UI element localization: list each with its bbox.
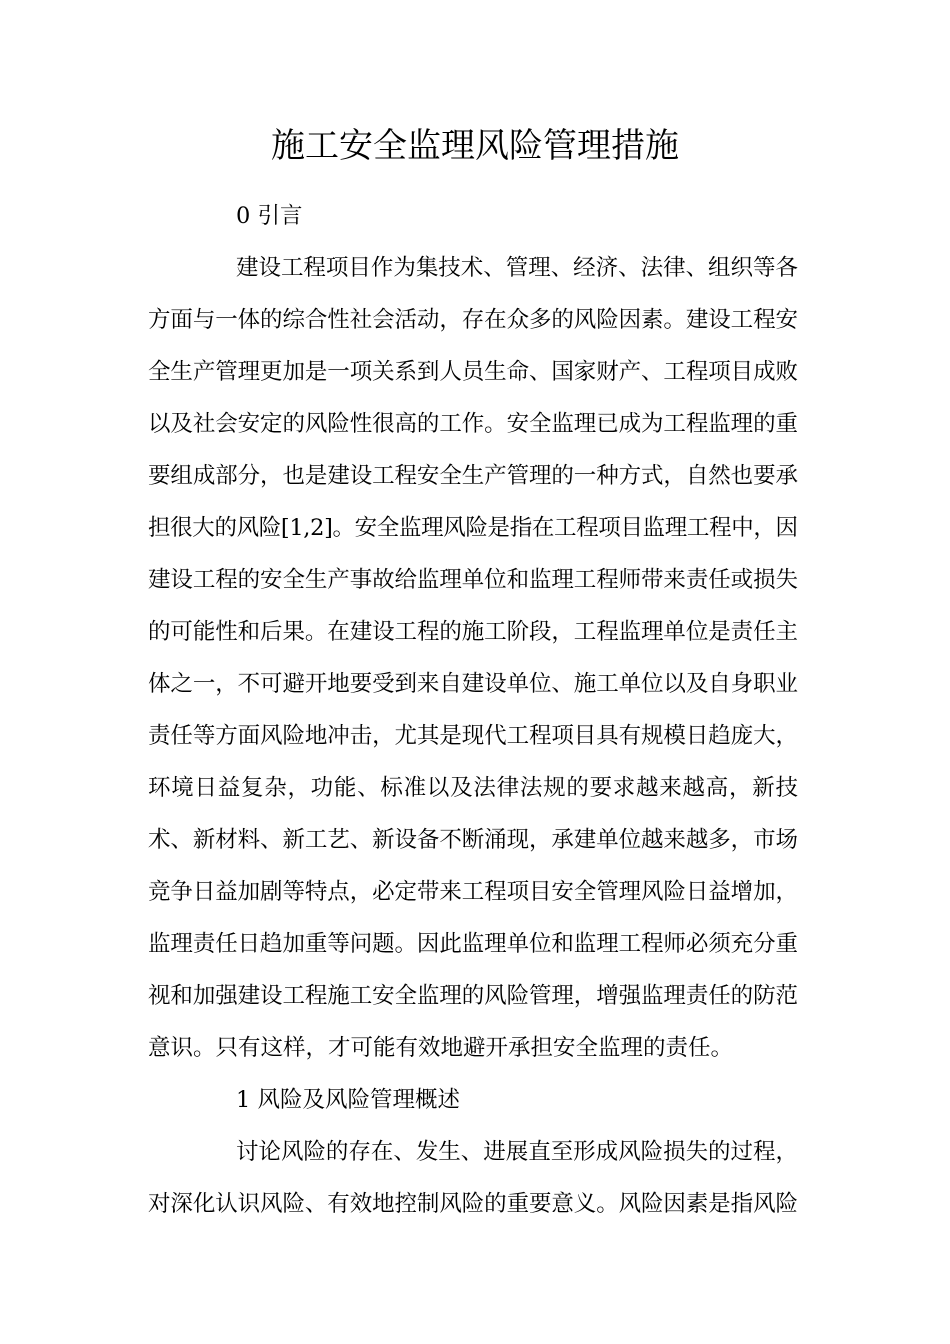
section-heading-introduction: 0 引言 [236,203,303,229]
paragraph-line: 监理责任日趋加重等问题。因此监理单位和监理工程师必须充分重 [148,931,798,957]
paragraph-line: 术、新材料、新工艺、新设备不断涌现，承建单位越来越多，市场 [148,827,798,853]
paragraph-line: 要组成部分，也是建设工程安全生产管理的一种方式，自然也要承 [148,463,798,489]
paragraph-line: 体之一，不可避开地要受到来自建设单位、施工单位以及自身职业 [148,671,798,697]
paragraph-line: 责任等方面风险地冲击，尤其是现代工程项目具有规模日趋庞大， [148,723,798,749]
paragraph-line: 环境日益复杂，功能、标准以及法律法规的要求越来越高，新技 [148,775,799,801]
paragraph-line: 对深化认识风险、有效地控制风险的重要意义。风险因素是指风险 [148,1191,798,1217]
paragraph-line: 建设工程的安全生产事故给监理单位和监理工程师带来责任或损失 [148,567,798,593]
paragraph-line: 视和加强建设工程施工安全监理的风险管理，增强监理责任的防范 [148,983,798,1009]
paragraph-line: 方面与一体的综合性社会活动，存在众多的风险因素。建设工程安 [148,307,798,333]
paragraph-line: 竞争日益加剧等特点，必定带来工程项目安全管理风险日益增加， [148,879,798,905]
paragraph-line: 建设工程项目作为集技术、管理、经济、法律、组织等各 [236,255,798,281]
paragraph-line: 担很大的风险[1,2]。安全监理风险是指在工程项目监理工程中，因 [148,515,798,541]
paragraph-line: 意识。只有这样，才可能有效地避开承担安全监理的责任。 [148,1035,734,1061]
paragraph-line: 的可能性和后果。在建设工程的施工阶段，工程监理单位是责任主 [148,619,798,645]
section-heading-risk-overview: 1 风险及风险管理概述 [236,1087,460,1113]
paragraph-line: 以及社会安定的风险性很高的工作。安全监理已成为工程监理的重 [148,411,798,437]
document-title: 施工安全监理风险管理措施 [271,126,679,166]
paragraph-line: 全生产管理更加是一项关系到人员生命、国家财产、工程项目成败 [148,359,798,385]
paragraph-line: 讨论风险的存在、发生、进展直至形成风险损失的过程， [236,1139,798,1165]
